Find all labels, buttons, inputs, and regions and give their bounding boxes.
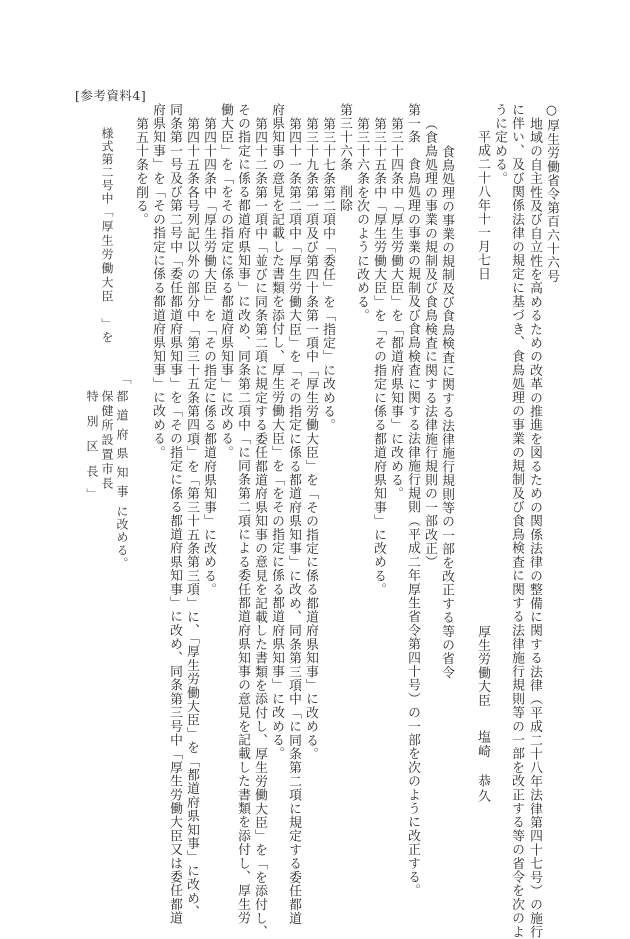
promulgation-date: 平成二十八年十一月七日 [475,130,490,281]
amendment-item: 第三十四条中「厚生労働大臣」を「都道府県知事」に改める。 [388,117,403,501]
form-prefix: 様式第二号中「 [100,127,114,218]
form-new-line-3: 特別区長 [85,390,99,490]
amendment-item: 第三十六条 削除 [337,103,352,213]
minister-title: 厚生労働大臣 [475,625,490,708]
amendment-item: 府県知事の意見を記載した書類を添付し、厚生労働大臣」を「をその指定に係る都道府県知事」に改める。 [269,103,284,761]
form-open-bracket: 「 [118,372,132,385]
ordinance-title: ○厚生労働省令第百六十六号 [544,103,559,284]
amendment-item: 第四十四条中「厚生労働大臣」を「その指定に係る都道府県知事」に改める。 [201,117,216,597]
amendment-item: 第三十六条を次のように改める。 [354,117,369,323]
article-1: 第一条 食鳥処理の事業の規制及び食鳥検査に関する法律施行規則（平成二年厚生省令第四十号）の一部を次のように改正する。 [405,103,420,898]
amendment-item: 第四十二条第一項中「並びに同条第二項に規定する委任都道府県知事の意見を記載した書類を添付し、厚生労働大臣」を「を添付し、 [252,117,267,939]
amendment-item: 同条第一号及び第二号中「委任都道府県知事」を「その指定に係る都道府県知事」に改め、同条第三号中「厚生労働大臣又は委任都道 [167,103,182,925]
section-heading: （食鳥処理の事業の規制及び食鳥検査に関する法律施行規則の一部改正） [422,117,437,570]
amendment-item: 第四十五条各号列記以外の部分中「第三十五条第四項」を「第三十五条第三項」に、「厚生労働大臣」を「都道府県知事」に改め、 [184,117,199,919]
minister-name: 塩崎 恭久 [475,730,490,804]
ordinance-name: 食鳥処理の事業の規制及び食鳥検査に関する法律施行規則等の一部を改正する等の省令 [439,145,454,680]
amendment-item: その指定に係る都道府県知事」に改め、同条第二項中「に同条第二項による委任都道府県知事の意見を記載した書類を添付し、厚生労 [235,103,250,925]
amendment-item: 第三十七条第二項中「委任」を「指定」に改める。 [320,117,335,433]
form-new-line-1: 都道府県知事 [115,390,129,504]
reference-label: [参考資料4] [75,88,147,103]
preamble-line-2: に伴い、及び関係法律の規定に基づき、食鳥処理の事業の規制及び食鳥検査に関する法律施行規則等の一部を改正する等の省令を次のよ [509,103,524,939]
form-close-bracket: 」 [85,488,99,501]
preamble-line-3: うに定める。 [492,103,507,186]
preamble-line-1: 地域の自主性及び自立性を高めるための改革の推進を図るための関係法律の整備に関する法律（平成二十八年法律第四十七号）の施行 [527,117,542,939]
form-new-line-2: 保健所設置市長 [100,390,114,492]
amendment-item: 第三十九条第一項及び第四十条第一項中「厚生労働大臣」を「その指定に係る都道府県知事」に改める。 [303,117,318,761]
amendment-item: 府県知事」を「その指定に係る都道府県知事」に改める。 [150,103,165,460]
form-suffix: に改める。 [115,505,129,570]
form-old-text: 厚生労働大臣 [100,220,114,304]
form-mid: 」を [100,318,114,344]
amendment-item: 働大臣」を「をその指定に係る都道府県知事」に改める。 [218,103,233,460]
amendment-item: 第三十五条中「厚生労働大臣」を「その指定に係る都道府県知事」に改める。 [371,117,386,597]
amendment-item: 第五十条を削る。 [133,117,148,227]
amendment-item: 第四十一条第二項中「厚生労働大臣」を「その指定に係る都道府県知事」に改め、同条第三項中「に同条第二項に規定する委任都道 [286,117,301,926]
